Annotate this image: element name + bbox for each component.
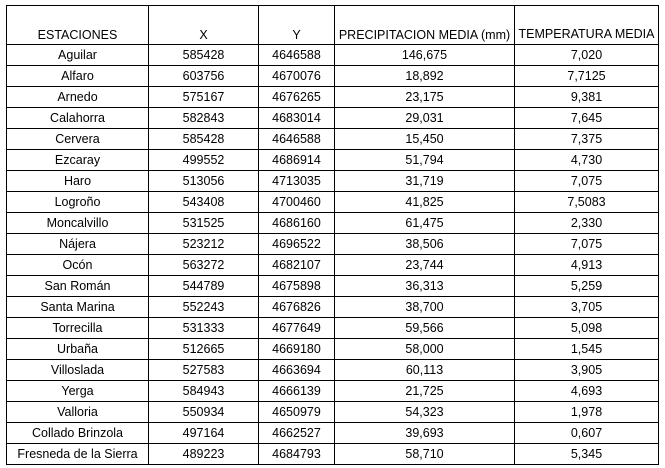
station-name-cell: Alfaro <box>7 66 149 87</box>
precipitation-cell: 39,693 <box>335 423 515 444</box>
temperature-cell: 3,705 <box>515 297 659 318</box>
station-name-cell: Cervera <box>7 129 149 150</box>
header-y: Y <box>259 6 335 45</box>
station-name-cell: Villoslada <box>7 360 149 381</box>
header-temperatura: TEMPERATURA MEDIA <box>515 6 659 45</box>
y-cell: 4700460 <box>259 192 335 213</box>
x-cell: 603756 <box>149 66 259 87</box>
precipitation-cell: 18,892 <box>335 66 515 87</box>
precipitation-cell: 146,675 <box>335 45 515 66</box>
x-cell: 582843 <box>149 108 259 129</box>
y-cell: 4684793 <box>259 444 335 465</box>
y-cell: 4713035 <box>259 171 335 192</box>
x-cell: 552243 <box>149 297 259 318</box>
y-cell: 4675898 <box>259 276 335 297</box>
stations-table <box>6 5 659 465</box>
temperature-cell: 5,345 <box>515 444 659 465</box>
station-name-cell: Aguilar <box>7 45 149 66</box>
precipitation-cell: 38,700 <box>335 297 515 318</box>
x-cell: 543408 <box>149 192 259 213</box>
station-name-cell: Urbaña <box>7 339 149 360</box>
x-cell: 499552 <box>149 150 259 171</box>
table-row <box>7 318 659 339</box>
station-name-cell: Moncalvillo <box>7 213 149 234</box>
temperature-cell: 5,098 <box>515 318 659 339</box>
station-name-cell: Nájera <box>7 234 149 255</box>
temperature-cell: 4,693 <box>515 381 659 402</box>
x-cell: 584943 <box>149 381 259 402</box>
precipitation-cell: 41,825 <box>335 192 515 213</box>
table-row <box>7 444 659 465</box>
x-cell: 531333 <box>149 318 259 339</box>
x-cell: 563272 <box>149 255 259 276</box>
temperature-cell: 7,075 <box>515 171 659 192</box>
stations-table-container <box>6 5 659 465</box>
station-name-cell: Arnedo <box>7 87 149 108</box>
temperature-cell: 5,259 <box>515 276 659 297</box>
station-name-cell: Logroño <box>7 192 149 213</box>
temperature-cell: 1,545 <box>515 339 659 360</box>
temperature-cell: 7,375 <box>515 129 659 150</box>
x-cell: 523212 <box>149 234 259 255</box>
precipitation-cell: 61,475 <box>335 213 515 234</box>
y-cell: 4682107 <box>259 255 335 276</box>
station-name-cell: Valloria <box>7 402 149 423</box>
table-row <box>7 276 659 297</box>
table-row <box>7 234 659 255</box>
y-cell: 4666139 <box>259 381 335 402</box>
temperature-cell: 0,607 <box>515 423 659 444</box>
precipitation-cell: 58,000 <box>335 339 515 360</box>
y-cell: 4646588 <box>259 45 335 66</box>
table-row <box>7 171 659 192</box>
station-name-cell: Fresneda de la Sierra <box>7 444 149 465</box>
header-row <box>7 6 659 45</box>
y-cell: 4677649 <box>259 318 335 339</box>
table-row <box>7 402 659 423</box>
x-cell: 497164 <box>149 423 259 444</box>
table-row <box>7 66 659 87</box>
table-row <box>7 213 659 234</box>
temperature-cell: 2,330 <box>515 213 659 234</box>
x-cell: 512665 <box>149 339 259 360</box>
x-cell: 544789 <box>149 276 259 297</box>
y-cell: 4696522 <box>259 234 335 255</box>
y-cell: 4662527 <box>259 423 335 444</box>
y-cell: 4669180 <box>259 339 335 360</box>
y-cell: 4646588 <box>259 129 335 150</box>
x-cell: 489223 <box>149 444 259 465</box>
precipitation-cell: 38,506 <box>335 234 515 255</box>
table-row <box>7 297 659 318</box>
table-row <box>7 129 659 150</box>
y-cell: 4676265 <box>259 87 335 108</box>
x-cell: 550934 <box>149 402 259 423</box>
station-name-cell: Calahorra <box>7 108 149 129</box>
precipitation-cell: 36,313 <box>335 276 515 297</box>
precipitation-cell: 60,113 <box>335 360 515 381</box>
station-name-cell: Haro <box>7 171 149 192</box>
temperature-cell: 7,7125 <box>515 66 659 87</box>
temperature-cell: 3,905 <box>515 360 659 381</box>
temperature-cell: 7,020 <box>515 45 659 66</box>
x-cell: 531525 <box>149 213 259 234</box>
precipitation-cell: 31,719 <box>335 171 515 192</box>
temperature-cell: 7,5083 <box>515 192 659 213</box>
table-row <box>7 108 659 129</box>
precipitation-cell: 29,031 <box>335 108 515 129</box>
precipitation-cell: 54,323 <box>335 402 515 423</box>
y-cell: 4663694 <box>259 360 335 381</box>
x-cell: 527583 <box>149 360 259 381</box>
station-name-cell: Collado Brinzola <box>7 423 149 444</box>
header-estaciones: ESTACIONES <box>7 6 149 45</box>
temperature-cell: 7,645 <box>515 108 659 129</box>
y-cell: 4686160 <box>259 213 335 234</box>
station-name-cell: San Román <box>7 276 149 297</box>
table-row <box>7 381 659 402</box>
x-cell: 513056 <box>149 171 259 192</box>
precipitation-cell: 15,450 <box>335 129 515 150</box>
table-row <box>7 192 659 213</box>
y-cell: 4650979 <box>259 402 335 423</box>
table-row <box>7 360 659 381</box>
station-name-cell: Ezcaray <box>7 150 149 171</box>
temperature-cell: 4,913 <box>515 255 659 276</box>
table-row <box>7 423 659 444</box>
station-name-cell: Ocón <box>7 255 149 276</box>
precipitation-cell: 23,744 <box>335 255 515 276</box>
station-name-cell: Santa Marina <box>7 297 149 318</box>
station-name-cell: Torrecilla <box>7 318 149 339</box>
table-body <box>7 45 659 465</box>
precipitation-cell: 23,175 <box>335 87 515 108</box>
precipitation-cell: 58,710 <box>335 444 515 465</box>
x-cell: 575167 <box>149 87 259 108</box>
precipitation-cell: 51,794 <box>335 150 515 171</box>
header-x: X <box>149 6 259 45</box>
y-cell: 4670076 <box>259 66 335 87</box>
y-cell: 4686914 <box>259 150 335 171</box>
table-row <box>7 45 659 66</box>
y-cell: 4683014 <box>259 108 335 129</box>
temperature-cell: 4,730 <box>515 150 659 171</box>
x-cell: 585428 <box>149 45 259 66</box>
table-row <box>7 150 659 171</box>
table-row <box>7 255 659 276</box>
station-name-cell: Yerga <box>7 381 149 402</box>
temperature-cell: 7,075 <box>515 234 659 255</box>
precipitation-cell: 21,725 <box>335 381 515 402</box>
x-cell: 585428 <box>149 129 259 150</box>
temperature-cell: 9,381 <box>515 87 659 108</box>
precipitation-cell: 59,566 <box>335 318 515 339</box>
y-cell: 4676826 <box>259 297 335 318</box>
temperature-cell: 1,978 <box>515 402 659 423</box>
table-row <box>7 339 659 360</box>
header-precipitacion: PRECIPITACION MEDIA (mm) <box>335 6 515 45</box>
table-row <box>7 87 659 108</box>
